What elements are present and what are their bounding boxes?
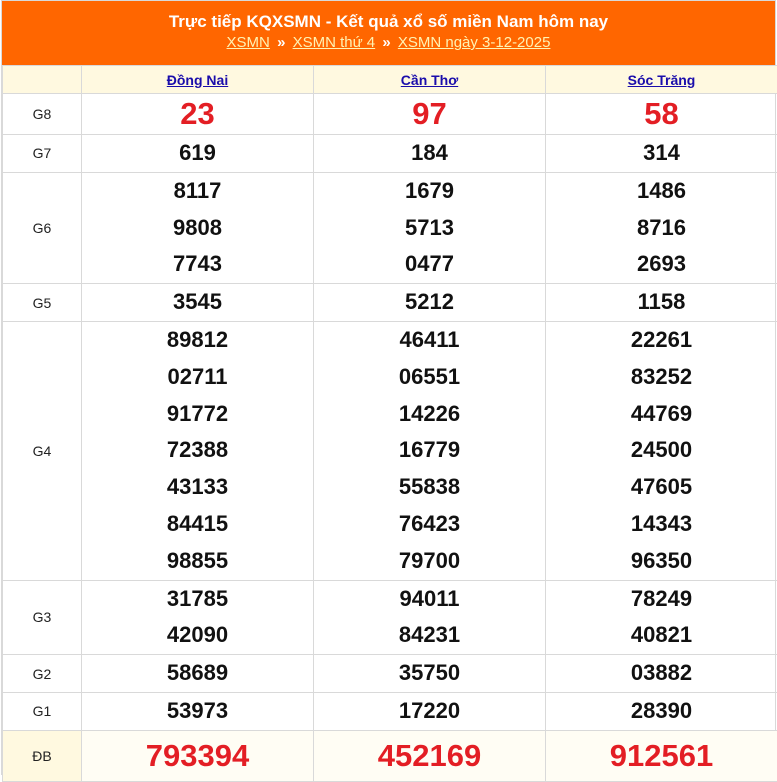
prize-number: 314 [546,135,777,172]
prize-cell-dong-nai [82,321,314,580]
prize-number: 184 [314,135,545,172]
prize-cell-can-tho [314,730,546,781]
prize-cell-dong-nai [82,730,314,781]
prize-number: 02711 [82,359,313,396]
prize-number: 5212 [314,284,545,321]
province-link-soc-trang[interactable]: Sóc Trăng [628,72,696,88]
prize-number: 9808 [82,210,313,247]
prize-number: 97 [314,94,545,134]
breadcrumb-separator: » [277,34,285,51]
breadcrumb [2,33,775,53]
page-title: Trực tiếp KQXSMN - Kết quả xổ số miền Nam hôm nay [2,11,775,33]
prize-cell-dong-nai [82,692,314,730]
prize-number: 24500 [546,432,777,469]
prize-cell-soc-trang [546,172,777,283]
prize-label: G5 [3,284,82,322]
prize-number: 1158 [546,284,777,321]
prize-number: 53973 [82,693,313,730]
prize-row-g3 [3,580,777,655]
prize-number: 58689 [82,655,313,692]
prize-number: 83252 [546,359,777,396]
prize-cell-dong-nai [82,135,314,173]
prize-cell-can-tho [314,655,546,693]
prize-number: 793394 [82,731,313,781]
prize-label: G2 [3,655,82,693]
prize-number: 55838 [314,469,545,506]
prize-number: 47605 [546,469,777,506]
prize-number: 44769 [546,396,777,433]
prize-number: 31785 [82,581,313,618]
prize-number: 14343 [546,506,777,543]
prize-number: 35750 [314,655,545,692]
prize-cell-can-tho [314,172,546,283]
breadcrumb-link-xsmn-weekday[interactable]: XSMN thứ 4 [293,34,376,51]
prize-number: 16779 [314,432,545,469]
prize-number: 2693 [546,246,777,283]
prize-cell-can-tho [314,284,546,322]
prize-cell-soc-trang [546,94,777,135]
prize-row-g6 [3,172,777,283]
prize-number: 42090 [82,617,313,654]
province-link-dong-nai[interactable]: Đồng Nai [167,72,228,88]
prize-cell-dong-nai [82,172,314,283]
prize-label: G4 [3,321,82,580]
prize-number: 76423 [314,506,545,543]
prize-cell-soc-trang [546,321,777,580]
prize-number: 23 [82,94,313,134]
breadcrumb-link-xsmn[interactable]: XSMN [227,34,270,51]
prize-row-db [3,730,777,781]
prize-header-cell [3,66,82,94]
prize-number: 1679 [314,173,545,210]
prize-cell-can-tho [314,321,546,580]
prize-cell-dong-nai [82,655,314,693]
breadcrumb-separator: » [382,34,390,51]
prize-cell-soc-trang [546,580,777,655]
prize-number: 7743 [82,246,313,283]
prize-row-g8 [3,94,777,135]
prize-label: G8 [3,94,82,135]
prize-number: 84231 [314,617,545,654]
prize-label: G6 [3,172,82,283]
prize-cell-soc-trang [546,730,777,781]
prize-number: 8117 [82,173,313,210]
prize-cell-soc-trang [546,135,777,173]
prize-label: ĐB [3,730,82,781]
prize-number: 89812 [82,322,313,359]
province-link-can-tho[interactable]: Cần Thơ [401,72,458,88]
prize-row-g1 [3,692,777,730]
prize-number: 06551 [314,359,545,396]
prize-number: 43133 [82,469,313,506]
prize-number: 78249 [546,581,777,618]
prize-label: G3 [3,580,82,655]
prize-number: 619 [82,135,313,172]
prize-number: 22261 [546,322,777,359]
prize-number: 98855 [82,543,313,580]
results-panel [1,0,776,775]
prize-number: 14226 [314,396,545,433]
prize-number: 0477 [314,246,545,283]
prize-label: G1 [3,692,82,730]
province-header-soc-trang [546,66,777,94]
prize-number: 28390 [546,693,777,730]
prize-number: 94011 [314,581,545,618]
prize-number: 1486 [546,173,777,210]
prize-cell-can-tho [314,135,546,173]
prize-cell-soc-trang [546,284,777,322]
prize-number: 452169 [314,731,545,781]
prize-number: 96350 [546,543,777,580]
prize-label: G7 [3,135,82,173]
prize-cell-dong-nai [82,94,314,135]
prize-number: 58 [546,94,777,134]
province-header-dong-nai [82,66,314,94]
results-table [2,65,777,782]
prize-number: 79700 [314,543,545,580]
prize-cell-dong-nai [82,284,314,322]
prize-row-g4 [3,321,777,580]
prize-cell-can-tho [314,692,546,730]
prize-number: 72388 [82,432,313,469]
prize-number: 46411 [314,322,545,359]
prize-cell-can-tho [314,94,546,135]
prize-row-g5 [3,284,777,322]
results-header [2,1,775,65]
prize-number: 3545 [82,284,313,321]
prize-number: 8716 [546,210,777,247]
prize-cell-dong-nai [82,580,314,655]
prize-row-g7 [3,135,777,173]
prize-number: 40821 [546,617,777,654]
prize-cell-soc-trang [546,655,777,693]
prize-number: 91772 [82,396,313,433]
prize-rows [3,94,777,782]
breadcrumb-link-xsmn-date[interactable]: XSMN ngày 3-12-2025 [398,34,551,51]
prize-cell-soc-trang [546,692,777,730]
prize-number: 03882 [546,655,777,692]
prize-row-g2 [3,655,777,693]
province-header-can-tho [314,66,546,94]
prize-number: 5713 [314,210,545,247]
prize-cell-can-tho [314,580,546,655]
prize-number: 17220 [314,693,545,730]
prize-number: 912561 [546,731,777,781]
prize-number: 84415 [82,506,313,543]
province-header-row [3,66,777,94]
